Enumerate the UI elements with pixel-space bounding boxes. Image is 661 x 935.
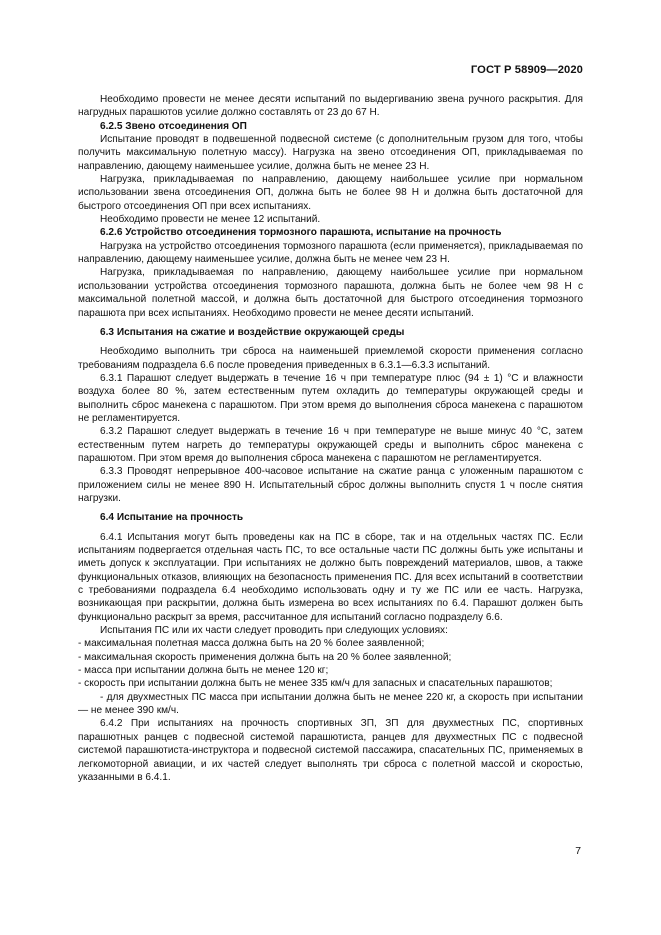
paragraph: Нагрузка, прикладываемая по направлению, дающему наибольшее усилие при нормальном использовании устройства отсоединения тормозного парашюта, должна быть не более чем 98 Н с максимальной полетной массой, и должна быть достаточной для быстрого отсоединения тормозного парашюта при всех испытаниях. Необходимо провести не менее десяти испытаний. (78, 267, 583, 319)
paragraph: Необходимо провести не менее десяти испытаний по выдергиванию звена ручного раскрытия. Для нагрудных парашютов усилие должно составлять от 23 до 67 Н. (78, 94, 583, 119)
document-code: ГОСТ Р 58909—2020 (470, 64, 583, 76)
page-number: 7 (575, 846, 581, 857)
paragraph: Необходимо выполнить три сброса на наименьшей приемлемой скорости применения согласно требованиям подраздела 6.6 после проведения приведенных в 6.3.1—6.3.3 испытаний. (78, 346, 583, 371)
paragraph: Испытания ПС или их части следует проводить при следующих условиях: (100, 625, 448, 637)
subsection-heading-6-2-6: 6.2.6 Устройство отсоединения тормозного парашюта, испытание на прочность (100, 227, 502, 239)
paragraph: 6.3.1 Парашют следует выдержать в течение 16 ч при температуре плюс (94 ± 1) °С и влажности воздуха более 80 %, затем естественным путем охладить до температуры окружающей среды и выполнить сброс манекена с парашютом. При этом время до выполнения сброса манекена с парашютом не регламентируется. (78, 372, 583, 424)
section-heading-6-4: 6.4 Испытание на прочность (100, 512, 244, 524)
list-item: - масса при испытании должна быть не менее 120 кг; (78, 665, 329, 677)
list-item: - скорость при испытании должна быть не менее 335 км/ч для запасных и спасательных парашютов; (78, 678, 553, 690)
subsection-heading-6-2-5: 6.2.5 Звено отсоединения ОП (100, 120, 247, 132)
list-item: - максимальная скорость применения должна быть на 20 % более заявленной; (78, 651, 452, 663)
list-item: - для двухместных ПС масса при испытании должна быть не менее 220 кг, а скорость при испытании — не менее 390 км/ч. (78, 691, 583, 717)
paragraph: 6.3.2 Парашют следует выдержать в течение 16 ч при температуре не выше минус 40 °С, затем естественным путем нагреть до температуры окружающей среды и выполнить сброс манекена с парашютом. При этом время до выполнения сброса манекена с парашютом не регламентируется. (78, 426, 583, 464)
paragraph: Необходимо провести не менее 12 испытаний. (100, 214, 321, 226)
paragraph: 6.4.2 При испытаниях на прочность спортивных ЗП, ЗП для двухместных ПС, спортивных парашютных ранцев с подвесной системой парашютиста, ранцев для двухместных ПС с подвесной системой парашютиста-инструктора и подвесной системой пассажира, спасательных ПС, применяемых в легкомоторной авиации, и их частей следует выполнять три сброса с полетной массой и скоростью, указанными в 6.4.1. (78, 718, 583, 783)
paragraph: 6.4.1 Испытания могут быть проведены как на ПС в сборе, так и на отдельных частях ПС. Если испытаниям подвергается отдельная часть ПС, то все остальные части ПС должны быть уже испытаны и иметь допуск к эксплуатации. При испытаниях не должно быть повреждений материалов, швов, а также функциональных отказов, влияющих на безопасность применения ПС. Для всех испытаний в соответствии с требованиями подраздела 6.4 необходимо использовать одну и ту же ПС или ее часть. Нагрузка, возникающая при раскрытии, должна быть измерена во всех испытаниях по 6.4. Парашют должен быть функционально раскрыт за время, рассчитанное для испытаний согласно подразделу 6.6. (78, 531, 583, 623)
paragraph: 6.3.3 Проводят непрерывное 400-часовое испытание на сжатие ранца с уложенным парашютом с приложением силы не менее 890 Н. Испытательный сброс должны выполнить спустя 1 ч после снятия нагрузки. (78, 466, 583, 504)
paragraph: Нагрузка, прикладываемая по направлению, дающему наибольшее усилие при нормальном использовании звена отсоединения ОП, должна быть не более 98 Н и должна быть достаточной для быстрого отсоединения ОП при всех испытаниях. (78, 174, 583, 212)
paragraph: Нагрузка на устройство отсоединения тормозного парашюта (если применяется), прикладываемая по направлению, дающему наименьшее усилие, должна быть не менее чем 23 Н. (78, 240, 583, 266)
paragraph: Испытание проводят в подвешенной подвесной системе (с дополнительным грузом для того, чтобы получить максимальную полетную массу). Нагрузка на звено отсоединения ОП, прикладываемая по направлению, дающему наименьшее усилие, должна быть не менее 23 Н. (78, 134, 583, 172)
list-item: - максимальная полетная масса должна быть на 20 % более заявленной; (78, 638, 425, 650)
page-body (78, 93, 583, 784)
section-heading-6-3: 6.3 Испытания на сжатие и воздействие окружающей среды (100, 326, 405, 338)
